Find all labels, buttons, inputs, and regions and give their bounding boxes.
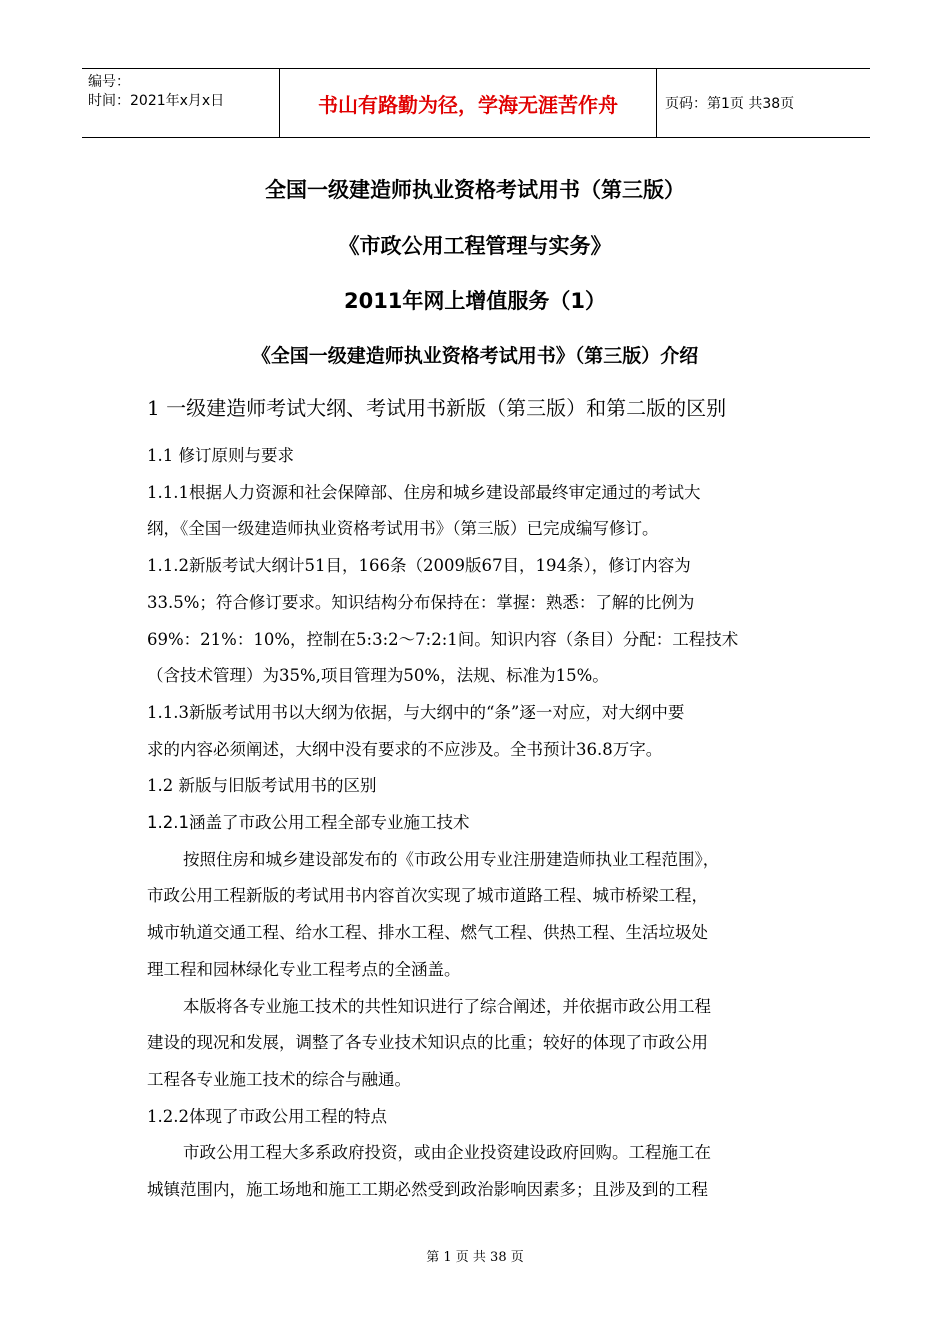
text-line: 城镇范围内，施工场地和施工工期必然受到政治影响因素多；且涉及到的工程 (147, 1180, 708, 1200)
text-line: 市政公用工程大多系政府投资，或由企业投资建设政府回购。工程施工在 (183, 1143, 711, 1163)
header-motto: 书山有路勤为径，学海无涯苦作舟 (280, 69, 657, 137)
subsection-heading: 1.2.2体现了市政公用工程的特点 (147, 1106, 387, 1126)
text-line: 1.1.3新版考试用书以大纲为依据，与大纲中的“条”逐一对应，对大纲中要 (147, 702, 685, 722)
number-label: 编号： (88, 74, 130, 90)
header-meta (82, 69, 280, 137)
text-line: 33.5%；符合修订要求。知识结构分布保持在：掌握：熟悉：了解的比例为 (147, 592, 695, 612)
text-line: 按照住房和城乡建设部发布的《市政公用专业注册建造师执业工程范围》， (183, 849, 720, 869)
subsection-heading: 1.2 新版与旧版考试用书的区别 (147, 776, 377, 796)
subsection-heading: 1.1 修订原则与要求 (147, 446, 294, 465)
text-line: 纲，《全国一级建造师执业资格考试用书》（第三版）已完成编写修订。 (147, 519, 659, 539)
page-footer: 第 1 页 共 38 页 (426, 1250, 524, 1265)
text-line: 1.1.2新版考试大纲计51目，166条（2009版67目，194条），修订内容为 (147, 556, 691, 576)
main-title: 全国一级建造师执业资格考试用书（第三版） (265, 178, 685, 202)
subsection-heading: 1.2.1涵盖了市政公用工程全部专业施工技术 (147, 813, 470, 833)
section-heading: 1 一级建造师考试大纲、考试用书新版（第三版）和第二版的区别 (147, 396, 727, 420)
document-header (82, 68, 870, 138)
header-page-info: 页码：第1页 共38页 (665, 96, 795, 112)
text-line: 69%：21%：10%，控制在5:3:2～7:2:1间。知识内容（条目）分配：工程技术 (147, 629, 739, 649)
text-line: 城市轨道交通工程、给水工程、排水工程、燃气工程、供热工程、生活垃圾处 (147, 923, 708, 943)
text-line: （含技术管理）为35%,项目管理为50%，法规、标准为15%。 (147, 666, 609, 686)
text-line: 工程各专业施工技术的综合与融通。 (147, 1069, 411, 1089)
service-title: 2011年网上增值服务（1） (343, 289, 607, 313)
text-line: 1.1.1根据人力资源和社会保障部、住房和城乡建设部最终审定通过的考试大 (147, 482, 701, 502)
text-line: 理工程和园林绿化专业工程考点的全涵盖。 (147, 959, 461, 979)
body-text (147, 438, 813, 1209)
text-line: 求的内容必须阐述，大纲中没有要求的不应涉及。全书预计36.8万字。 (147, 739, 663, 759)
intro-title: 《全国一级建造师执业资格考试用书》（第三版）介绍 (251, 345, 699, 367)
text-line: 建设的现况和发展，调整了各专业技术知识点的比重；较好的体现了市政公用 (147, 1033, 708, 1053)
text-line: 市政公用工程新版的考试用书内容首次实现了城市道路工程、城市桥梁工程， (147, 886, 708, 906)
time-label: 时间：2021年x月x日 (88, 93, 225, 109)
book-title: 《市政公用工程管理与实务》 (338, 234, 612, 258)
text-line: 本版将各专业施工技术的共性知识进行了综合阐述，并依据市政公用工程 (183, 996, 711, 1016)
